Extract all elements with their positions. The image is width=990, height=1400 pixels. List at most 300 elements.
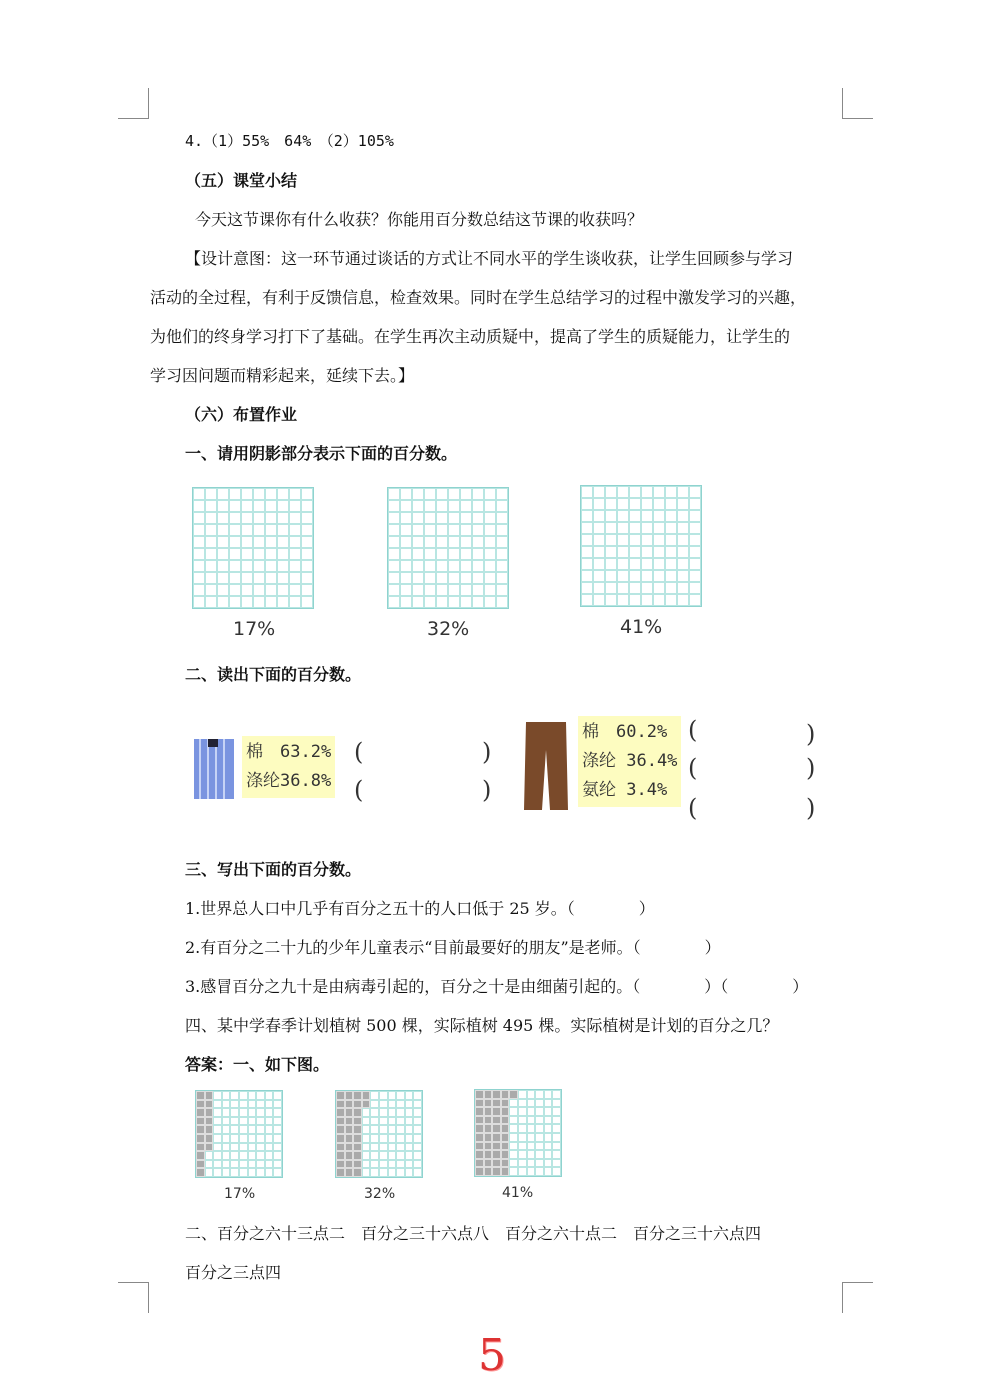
grid-cell <box>641 522 653 534</box>
grid-cell <box>460 500 472 512</box>
grid-cell <box>370 1160 379 1169</box>
grid-cell <box>253 524 265 536</box>
grid-cell <box>345 1125 354 1134</box>
grid-cell <box>460 512 472 524</box>
grid-cell <box>265 1117 274 1126</box>
paragraph: 活动的全过程，有利于反馈信息，检查效果。同时在学生总结学习的过程中激发学习的兴趣， <box>150 288 807 307</box>
grid-cell <box>581 558 593 570</box>
grid-cell <box>241 548 253 560</box>
grid-cell <box>193 572 205 584</box>
grid-cell <box>527 1090 536 1099</box>
grid-cell <box>472 572 484 584</box>
answer-line: 4.（1）55% 64% （2）105% <box>185 132 394 150</box>
grid-cell <box>241 596 253 608</box>
grid-cell <box>388 1091 397 1100</box>
grid-cell <box>629 522 641 534</box>
grid-cell <box>581 498 593 510</box>
grid-cell <box>617 558 629 570</box>
grid-cell <box>472 584 484 596</box>
grid-cell <box>256 1168 265 1177</box>
grid-cell <box>496 536 508 548</box>
grid-cell <box>665 498 677 510</box>
grid-cell <box>217 524 229 536</box>
grid-cell <box>379 1108 388 1117</box>
grid-cell <box>277 488 289 500</box>
grid-cell <box>544 1150 553 1159</box>
grid-cell <box>400 584 412 596</box>
grid-cell <box>641 510 653 522</box>
grid-cell <box>617 582 629 594</box>
grid-cell <box>253 548 265 560</box>
grid-cell <box>396 1151 405 1160</box>
question-heading: 三、写出下面的百分数。 <box>185 860 362 879</box>
grid-cell <box>412 584 424 596</box>
grid-cell <box>388 1143 397 1152</box>
grid-cell <box>256 1143 265 1152</box>
grid-cell <box>424 500 436 512</box>
grid-cell <box>277 572 289 584</box>
grid-cell <box>205 572 217 584</box>
fabric-row: 棉 63.2% <box>246 742 332 762</box>
grid-cell <box>689 558 701 570</box>
grid-cell <box>336 1160 345 1169</box>
grid-cell <box>472 488 484 500</box>
grid-cell <box>362 1168 371 1177</box>
grid-cell <box>265 536 277 548</box>
grid-cell <box>336 1108 345 1117</box>
grid-cell <box>213 1134 222 1143</box>
grid-cell <box>229 524 241 536</box>
grid-cell <box>581 522 593 534</box>
grid-cell <box>388 560 400 572</box>
grid-cell <box>253 584 265 596</box>
grid-cell <box>665 534 677 546</box>
grid-cell <box>413 1168 422 1177</box>
grid-cell <box>205 596 217 608</box>
grid-label: 17% <box>233 618 276 640</box>
grid-cell <box>412 512 424 524</box>
grid-cell <box>265 1168 274 1177</box>
grid-cell <box>544 1159 553 1168</box>
grid-cell <box>196 1143 205 1152</box>
grid-cell <box>222 1100 231 1109</box>
grid-cell <box>436 500 448 512</box>
grid-cell <box>229 560 241 572</box>
grid-cell <box>213 1108 222 1117</box>
grid-cell <box>370 1151 379 1160</box>
grid-cell <box>222 1160 231 1169</box>
grid-cell <box>248 1091 257 1100</box>
grid-cell <box>475 1107 484 1116</box>
grid-cell <box>265 1108 274 1117</box>
grid-cell <box>273 1134 282 1143</box>
paragraph: 为他们的终身学习打下了基础。在学生再次主动质疑中，提高了学生的质疑能力，让学生的 <box>150 327 791 346</box>
grid-cell <box>217 560 229 572</box>
grid-cell <box>527 1133 536 1142</box>
grid-cell <box>265 1143 274 1152</box>
grid-cell <box>492 1142 501 1151</box>
grid-cell <box>265 1100 274 1109</box>
grid-cell <box>509 1124 518 1133</box>
grid-cell <box>229 500 241 512</box>
grid-cell <box>222 1125 231 1134</box>
grid-cell <box>277 560 289 572</box>
grid-cell <box>472 512 484 524</box>
grid-cell <box>518 1099 527 1108</box>
grid-cell <box>460 488 472 500</box>
grid-cell <box>388 572 400 584</box>
grid-cell <box>248 1160 257 1169</box>
grid-cell <box>492 1167 501 1176</box>
grid-cell <box>353 1100 362 1109</box>
grid-cell <box>345 1100 354 1109</box>
grid-cell <box>400 536 412 548</box>
grid-cell <box>518 1124 527 1133</box>
grid-cell <box>230 1125 239 1134</box>
grid-cell <box>509 1150 518 1159</box>
grid-cell <box>241 536 253 548</box>
grid-cell <box>413 1100 422 1109</box>
grid-cell <box>241 560 253 572</box>
grid-cell <box>509 1116 518 1125</box>
grid-cell <box>256 1125 265 1134</box>
grid-cell <box>518 1133 527 1142</box>
grid-cell <box>405 1151 414 1160</box>
grid-cell <box>492 1150 501 1159</box>
grid-cell <box>239 1160 248 1169</box>
grid-cell <box>484 584 496 596</box>
grid-cell <box>289 512 301 524</box>
grid-cell <box>653 498 665 510</box>
grid-cell <box>301 488 313 500</box>
grid-cell <box>277 596 289 608</box>
grid-label: 32% <box>427 618 470 640</box>
grid-cell <box>256 1117 265 1126</box>
grid-cell <box>593 546 605 558</box>
grid-cell <box>535 1133 544 1142</box>
grid-cell <box>509 1159 518 1168</box>
grid-label: 32% <box>364 1186 396 1202</box>
grid-cell <box>241 584 253 596</box>
grid-cell <box>230 1091 239 1100</box>
grid-cell <box>448 560 460 572</box>
question: 2.有百分之二十九的少年儿童表示“目前最要好的朋友”是老师。（ ） <box>185 938 721 957</box>
grid-cell <box>484 1133 493 1142</box>
grid-cell <box>213 1117 222 1126</box>
grid-cell <box>379 1143 388 1152</box>
grid-cell <box>193 500 205 512</box>
grid-cell <box>492 1090 501 1099</box>
grid-cell <box>353 1108 362 1117</box>
grid-cell <box>641 570 653 582</box>
grid-cell <box>396 1168 405 1177</box>
grid-cell <box>230 1108 239 1117</box>
grid-cell <box>336 1151 345 1160</box>
grid-cell <box>544 1099 553 1108</box>
grid-cell <box>496 596 508 608</box>
grid-cell <box>496 524 508 536</box>
grid-cell <box>492 1099 501 1108</box>
question: 四、某中学春季计划植树 500 棵，实际植树 495 棵。实际植树是计划的百分之几？ <box>185 1016 779 1035</box>
grid-cell <box>222 1108 231 1117</box>
grid-cell <box>472 560 484 572</box>
grid-cell <box>222 1134 231 1143</box>
grid-label: 41% <box>502 1185 534 1201</box>
fabric-label <box>578 716 681 807</box>
grid-cell <box>205 1108 214 1117</box>
grid-cell <box>677 594 689 606</box>
grid-cell <box>412 560 424 572</box>
grid-cell <box>388 1160 397 1169</box>
grid-cell <box>265 1160 274 1169</box>
grid-cell <box>665 522 677 534</box>
grid-cell <box>617 498 629 510</box>
grid-cell <box>552 1116 561 1125</box>
grid-cell <box>501 1107 510 1116</box>
answer-grid <box>335 1090 423 1178</box>
grid-cell <box>230 1117 239 1126</box>
grid-cell <box>535 1107 544 1116</box>
grid-cell <box>518 1167 527 1176</box>
grid-cell <box>653 510 665 522</box>
grid-cell <box>379 1168 388 1177</box>
grid-cell <box>492 1116 501 1125</box>
grid-cell <box>248 1100 257 1109</box>
grid-cell <box>230 1160 239 1169</box>
grid-cell <box>617 510 629 522</box>
grid-cell <box>412 488 424 500</box>
grid-cell <box>405 1168 414 1177</box>
grid-cell <box>605 582 617 594</box>
grid-cell <box>552 1133 561 1142</box>
grid-cell <box>677 534 689 546</box>
grid-cell <box>629 486 641 498</box>
grid-cell <box>388 536 400 548</box>
grid-cell <box>196 1134 205 1143</box>
grid-cell <box>405 1125 414 1134</box>
grid-cell <box>256 1091 265 1100</box>
grid-cell <box>289 548 301 560</box>
grid-cell <box>388 488 400 500</box>
grid-cell <box>424 536 436 548</box>
grid-cell <box>396 1108 405 1117</box>
grid-cell <box>362 1108 371 1117</box>
percent-grid <box>387 487 509 609</box>
grid-cell <box>400 488 412 500</box>
grid-cell <box>629 546 641 558</box>
grid-cell <box>336 1134 345 1143</box>
grid-cell <box>509 1133 518 1142</box>
grid-cell <box>239 1168 248 1177</box>
grid-cell <box>475 1150 484 1159</box>
grid-cell <box>689 570 701 582</box>
crop-mark <box>842 88 873 119</box>
grid-cell <box>336 1143 345 1152</box>
grid-cell <box>424 572 436 584</box>
grid-cell <box>475 1133 484 1142</box>
grid-cell <box>353 1134 362 1143</box>
fabric-row: 氨纶 3.4% <box>582 780 668 800</box>
grid-cell <box>677 546 689 558</box>
grid-cell <box>448 500 460 512</box>
grid-cell <box>544 1116 553 1125</box>
grid-cell <box>248 1143 257 1152</box>
grid-cell <box>641 486 653 498</box>
grid-cell <box>277 512 289 524</box>
grid-cell <box>581 594 593 606</box>
grid-cell <box>492 1133 501 1142</box>
grid-cell <box>193 536 205 548</box>
grid-cell <box>205 548 217 560</box>
grid-cell <box>527 1116 536 1125</box>
grid-cell <box>581 570 593 582</box>
page-number: 5 <box>478 1330 506 1381</box>
grid-cell <box>213 1100 222 1109</box>
grid-cell <box>593 522 605 534</box>
grid-cell <box>689 582 701 594</box>
grid-cell <box>496 560 508 572</box>
grid-cell <box>196 1108 205 1117</box>
grid-cell <box>424 488 436 500</box>
grid-cell <box>424 524 436 536</box>
grid-cell <box>265 1151 274 1160</box>
grid-cell <box>641 582 653 594</box>
grid-cell <box>501 1150 510 1159</box>
grid-cell <box>253 500 265 512</box>
paragraph: 学习因问题而精彩起来，延续下去。】 <box>150 366 415 385</box>
grid-cell <box>379 1125 388 1134</box>
grid-cell <box>689 522 701 534</box>
grid-cell <box>501 1167 510 1176</box>
grid-cell <box>677 510 689 522</box>
grid-cell <box>641 546 653 558</box>
grid-cell <box>289 488 301 500</box>
grid-cell <box>289 560 301 572</box>
grid-cell <box>641 558 653 570</box>
grid-label: 17% <box>224 1186 256 1202</box>
grid-cell <box>379 1160 388 1169</box>
grid-cell <box>265 500 277 512</box>
grid-cell <box>205 536 217 548</box>
grid-cell <box>460 560 472 572</box>
grid-cell <box>222 1168 231 1177</box>
grid-cell <box>370 1091 379 1100</box>
grid-cell <box>396 1117 405 1126</box>
grid-cell <box>217 536 229 548</box>
grid-cell <box>205 500 217 512</box>
grid-cell <box>248 1117 257 1126</box>
grid-cell <box>396 1100 405 1109</box>
grid-cell <box>239 1100 248 1109</box>
answer-line: 百分之三点四 <box>185 1263 282 1282</box>
grid-cell <box>501 1124 510 1133</box>
grid-cell <box>370 1125 379 1134</box>
grid-cell <box>405 1143 414 1152</box>
grid-cell <box>213 1151 222 1160</box>
grid-cell <box>436 596 448 608</box>
grid-cell <box>629 498 641 510</box>
grid-cell <box>484 500 496 512</box>
answer-heading: 答案：一、如下图。 <box>185 1055 330 1074</box>
grid-cell <box>605 534 617 546</box>
grid-cell <box>448 572 460 584</box>
grid-cell <box>617 594 629 606</box>
grid-cell <box>405 1134 414 1143</box>
grid-cell <box>484 1116 493 1125</box>
grid-cell <box>301 512 313 524</box>
grid-cell <box>289 584 301 596</box>
grid-cell <box>413 1134 422 1143</box>
grid-cell <box>484 1107 493 1116</box>
grid-cell <box>677 582 689 594</box>
grid-cell <box>484 572 496 584</box>
grid-cell <box>484 1142 493 1151</box>
grid-cell <box>581 582 593 594</box>
grid-cell <box>248 1168 257 1177</box>
grid-cell <box>535 1124 544 1133</box>
grid-cell <box>527 1167 536 1176</box>
grid-cell <box>400 524 412 536</box>
grid-cell <box>239 1117 248 1126</box>
grid-cell <box>501 1099 510 1108</box>
grid-cell <box>205 1168 214 1177</box>
grid-cell <box>253 536 265 548</box>
grid-cell <box>336 1117 345 1126</box>
grid-cell <box>205 560 217 572</box>
grid-cell <box>388 596 400 608</box>
grid-cell <box>496 584 508 596</box>
grid-cell <box>222 1151 231 1160</box>
grid-cell <box>535 1099 544 1108</box>
grid-cell <box>448 548 460 560</box>
grid-cell <box>424 584 436 596</box>
grid-cell <box>665 486 677 498</box>
grid-cell <box>552 1099 561 1108</box>
grid-cell <box>370 1117 379 1126</box>
grid-cell <box>248 1151 257 1160</box>
grid-cell <box>629 510 641 522</box>
grid-cell <box>617 522 629 534</box>
grid-cell <box>484 524 496 536</box>
grid-cell <box>196 1091 205 1100</box>
grid-cell <box>241 500 253 512</box>
grid-cell <box>301 572 313 584</box>
grid-cell <box>193 596 205 608</box>
grid-cell <box>413 1160 422 1169</box>
grid-cell <box>239 1091 248 1100</box>
grid-cell <box>641 498 653 510</box>
grid-cell <box>527 1159 536 1168</box>
grid-cell <box>400 596 412 608</box>
grid-cell <box>196 1100 205 1109</box>
grid-cell <box>405 1117 414 1126</box>
grid-cell <box>379 1091 388 1100</box>
grid-cell <box>475 1142 484 1151</box>
section-heading: （五）课堂小结 <box>185 171 298 190</box>
grid-cell <box>345 1160 354 1169</box>
grid-cell <box>460 536 472 548</box>
grid-cell <box>273 1168 282 1177</box>
grid-cell <box>413 1117 422 1126</box>
grid-cell <box>677 486 689 498</box>
grid-cell <box>593 486 605 498</box>
grid-cell <box>436 512 448 524</box>
grid-cell <box>413 1125 422 1134</box>
grid-cell <box>217 584 229 596</box>
grid-cell <box>405 1108 414 1117</box>
grid-cell <box>581 546 593 558</box>
grid-cell <box>413 1091 422 1100</box>
